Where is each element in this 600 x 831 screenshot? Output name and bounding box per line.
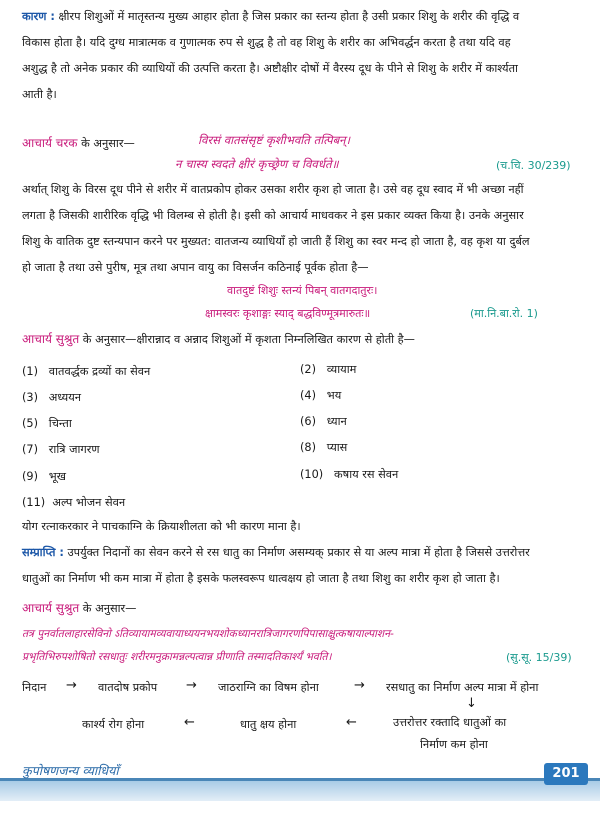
flow-node-vatadosha: वातदोष प्रकोप xyxy=(98,681,158,694)
para2-line3: शिशु के वातिक दुष्ट स्तन्यपान करने पर मुख्यत: वातजन्य व्याधियाँ हो जाती हैं शिशु का स्वर मन्द हो जाता है, वह कृश या दुर्बल xyxy=(22,235,530,248)
flow-node-jatharagni: जाठराग्नि का विषम होना xyxy=(218,681,319,694)
sushruta-verse-1: तत्र पुनर्वातलाहारसेविनो ऽतिव्यायामव्यवायाध्ययनभयशोकध्यानरात्रिजागरणपिपासाक्षुत्कषायाल्पाशन- xyxy=(22,628,394,640)
cause-label: कारण : xyxy=(22,10,55,23)
sushruta-heading-2 xyxy=(22,595,136,622)
flow-arrow-right: → xyxy=(186,678,197,693)
sushruta-verse-2: प्रभृतिभिरुपशोषितो रसधातुः शरीरमनुक्रामन्नल्पत्वान्न प्रीणाति तस्मादतिकार्श्यं भवति। xyxy=(22,651,332,663)
para2-line4: हो जाता है तथा उसे पुरीष, मूत्र तथा अपान वायु का विसर्जन कठिनाई पूर्वक होता है— xyxy=(22,261,369,274)
footer-band xyxy=(0,781,600,801)
charaka-verse-2: न चास्य स्वदते क्षीरं कृच्छ्रेण च विवर्धते॥ xyxy=(175,157,339,171)
cause-item: (11) अल्प भोजन सेवन xyxy=(22,496,126,509)
charaka-heading xyxy=(22,130,135,157)
cause-item: (2) व्यायाम xyxy=(300,363,357,376)
cause-item: (8) प्यास xyxy=(300,441,348,454)
cause-item: (5) चिन्ता xyxy=(22,417,72,430)
flow-arrow-left: ← xyxy=(184,715,195,730)
para1-line3: अशुद्ध है तो अनेक प्रकार की व्याधियों की उत्पत्ति करता है। अष्टौक्षीर दोषों में वैरस्य दूध के पीने से शिशु के शरीर में कार्श्यता xyxy=(22,62,518,75)
flow-node-nidan: निदान xyxy=(22,681,47,694)
para2-line2: लगता है जिसकी शारीरिक वृद्धि भी विलम्ब से होती है। इसी को आचार्य माधवकर ने इस प्रकार व्यक्त किया है। उनके अनुसार xyxy=(22,209,524,222)
samprapti-line2: धातुओं का निर्माण भी कम मात्रा में होता है इसके फलस्वरूप धात्वक्षय हो जाता है तथा शिशु का शरीर कृश हो जाता है। xyxy=(22,572,500,585)
cause-item: (3) अध्ययन xyxy=(22,391,82,404)
madhava-verse-1: वातदुष्टं शिशुः स्तन्यं पिबन् वातगदातुरः। xyxy=(227,284,378,297)
cause-item: (7) रात्रि जागरण xyxy=(22,443,100,456)
yoga-line: योग रत्नाकरकार ने पाचकाग्नि के क्रियाशीलता को भी कारण माना है। xyxy=(22,520,301,533)
footer-chapter-title: कुपोषणजन्य व्याधियाँ xyxy=(22,763,119,778)
charaka-suffix: के अनुसार— xyxy=(77,137,135,150)
para-samprapti xyxy=(22,540,587,592)
cause-item: (6) ध्यान xyxy=(300,415,347,428)
para-cause xyxy=(22,4,587,108)
para-explanation xyxy=(22,177,587,281)
madhava-ref: (मा.नि.बा.रो. 1) xyxy=(470,307,538,320)
samprapti-label: सम्प्राप्ति : xyxy=(22,546,64,559)
sushruta1-suffix: के अनुसार—क्षीरान्नाद व अन्नाद शिशुओं में कृशता निम्नलिखित कारण से होती है— xyxy=(79,333,415,346)
sushruta2-name: आचार्य सुश्रुत xyxy=(22,601,80,615)
cause-item: (1) वातवर्द्धक द्रव्यों का सेवन xyxy=(22,365,151,378)
para1-line2: विकास होता है। यदि दुग्ध मात्रात्मक व गुणात्मक रुप से शुद्ध है तो वह शिशु के शरीर का अभिवर्द्धन करता है तथा यदि वह xyxy=(22,36,511,49)
flow-arrow-right: → xyxy=(66,678,77,693)
flow-node-karshya: कार्श्य रोग होना xyxy=(82,718,145,731)
cause-item: (10) कषाय रस सेवन xyxy=(300,468,399,481)
sushruta2-suffix: के अनुसार— xyxy=(79,602,137,615)
para1-line1: क्षीरप शिशुओं में मातृस्तन्य मुख्य आहार होता है जिस प्रकार का स्तन्य होता है उसी प्रकार शिशु के शरीर की वृद्धि व xyxy=(58,10,520,23)
flow-node-rasadhatu: रसधातु का निर्माण अल्प मात्रा में होना xyxy=(386,681,539,694)
samprapti-line1: उपर्युक्त निदानों का सेवन करने से रस धातु का निर्माण असम्यक् प्रकार से या अल्प मात्रा में होता है जिससे उत्तरोत्तर xyxy=(63,546,530,559)
madhava-verse-2: क्षामस्वरः कृशाङ्गः स्याद् बद्धविण्मूत्रमारुतः॥ xyxy=(205,307,371,320)
sushruta1-name: आचार्य सुश्रुत xyxy=(22,332,80,346)
para2-line1: अर्थात् शिशु के विरस दूध पीने से शरीर में वातप्रकोप होकर उसका शरीर कृश हो जाता है। उसे वह दूध स्वाद में भी अच्छा नहीं xyxy=(22,183,524,196)
flow-node-uttarottar: उत्तरोत्तर रक्तादि धातुओं का xyxy=(393,716,507,729)
charaka-ref: (च.चि. 30/239) xyxy=(496,159,571,172)
charaka-verse-1: विरसं वातसंसृष्टं कृशीभवति तत्पिबन्। xyxy=(198,133,351,147)
cause-item: (9) भूख xyxy=(22,470,66,483)
flow-arrow-left: ← xyxy=(346,715,357,730)
flow-node-dhatukshaya: धातु क्षय होना xyxy=(240,718,297,731)
sushruta-ref: (सु.सू. 15/39) xyxy=(506,651,572,664)
charaka-name: आचार्य चरक xyxy=(22,136,78,150)
sushruta-heading-1 xyxy=(22,326,415,353)
flow-arrow-down: ↓ xyxy=(466,696,477,711)
cause-item: (4) भय xyxy=(300,389,342,402)
flow-node-uttarottar-2: निर्माण कम होना xyxy=(420,738,488,751)
para1-line4: आती है। xyxy=(22,88,57,101)
page-number: 201 xyxy=(544,763,588,785)
flow-arrow-right: → xyxy=(354,678,365,693)
